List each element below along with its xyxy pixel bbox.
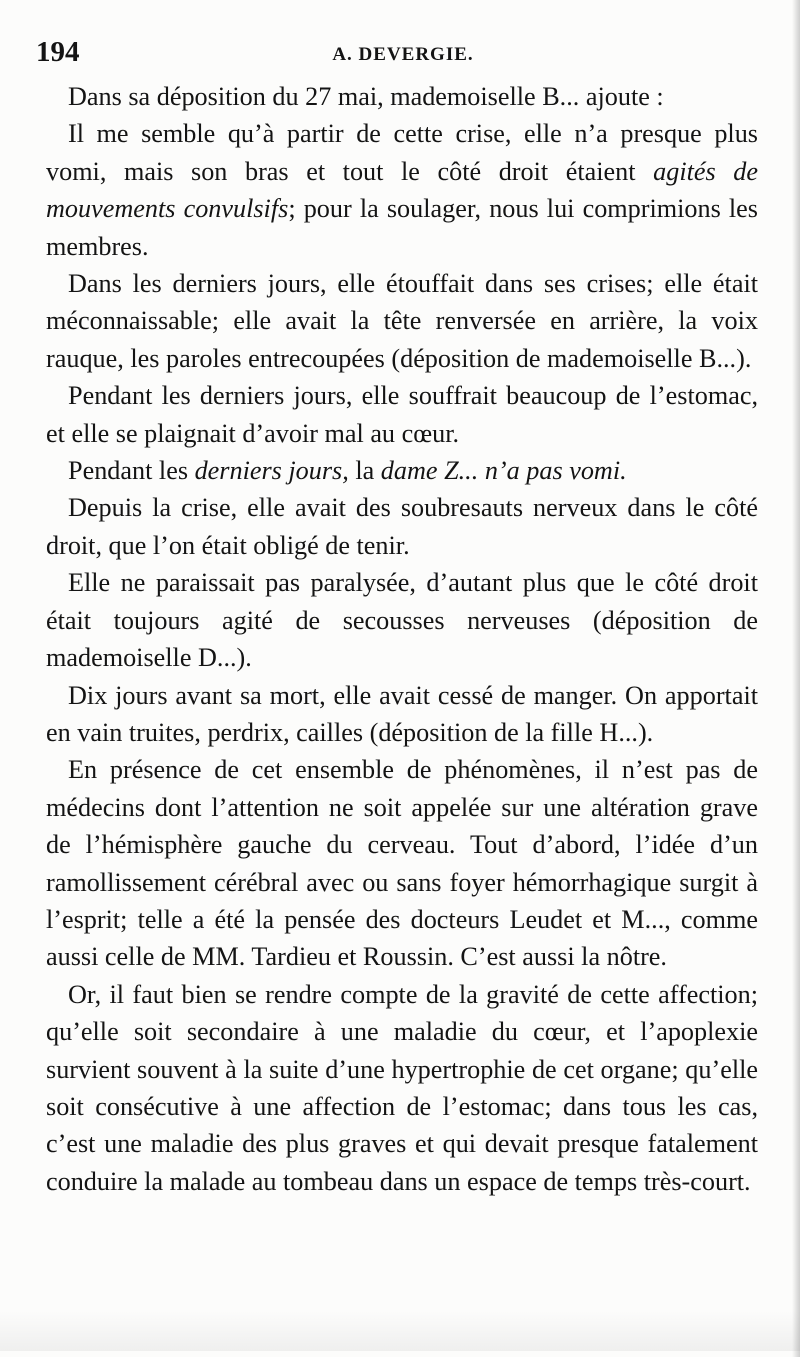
text-run: En présence de cet ensemble de phénomènes, il n’est pas de médecins dont l’attention ne soit appelée sur une altération grave de l’hémisphère gauche du cerveau. Tout d’abord, l’idée d’un ramollissement cérébral avec ou sans foyer hémorrhagique surgit à l’esprit; telle a été la pensée des docteurs Leudet et M..., comme aussi celle de MM. Tardieu et Roussin. C’est aussi la nôtre.: [46, 755, 758, 972]
bleed-through-shadow: [0, 1311, 800, 1351]
text-run: Dans les derniers jours, elle étouffait dans ses crises; elle était méconnaissable; elle avait la tête renversée en arrière, la voix rauque, les paroles entrecoupées (déposition de mademoiselle B...).: [46, 269, 758, 373]
text-run: Il me semble qu’à partir de cette crise, elle n’a presque plus vomi, mais son bras et tout le côté droit étaient: [46, 119, 758, 186]
paragraph: [46, 564, 758, 676]
page-header: [36, 32, 770, 72]
italic-text: dame Z... n’a pas vomi.: [380, 456, 627, 486]
running-title: A. DEVERGIE.: [332, 44, 474, 65]
paragraph: [46, 976, 758, 1200]
paragraph: [46, 751, 758, 975]
paragraph: [46, 115, 758, 265]
page-number: 194: [36, 36, 80, 68]
paragraph: [46, 452, 758, 489]
text-run: Dix jours avant sa mort, elle avait cessé de manger. On apportait en vain truites, perdrix, cailles (déposition de la fille H...).: [46, 680, 758, 747]
italic-text: derniers jours,: [194, 456, 349, 486]
text-run: Elle ne paraissait pas paralysée, d’autant plus que le côté droit était toujours agité de secousses nerveuses (déposition de mademoiselle D...).: [46, 568, 758, 673]
page-edge-shadow: [792, 0, 800, 1357]
paragraph: [46, 677, 758, 752]
text-run: Pendant les derniers jours, elle souffrait beaucoup de l’estomac, et elle se plaignait d’avoir mal au cœur.: [46, 381, 758, 448]
text-run: Depuis la crise, elle avait des soubresauts nerveux dans le côté droit, que l’on était obligé de tenir.: [46, 493, 758, 560]
body-text: [46, 78, 758, 1200]
text-run: Or, il faut bien se rendre compte de la gravité de cette affection; qu’elle soit secondaire à une maladie du cœur, et l’apoplexie survient souvent à la suite d’une hypertrophie de cet organe; qu’elle soit consécutive à une affection de l’estomac; dans tous les cas, c’est une maladie des plus graves et qui devait presque fatalement conduire la malade au tombeau dans un espace de temps très-court.: [46, 979, 758, 1196]
text-run: la: [348, 456, 381, 486]
paragraph: [46, 78, 758, 115]
paragraph: [46, 377, 758, 452]
paragraph: [46, 265, 758, 377]
text-run: Pendant les: [68, 456, 195, 486]
text-run: Dans sa déposition du 27 mai, mademoiselle B... ajoute :: [68, 82, 664, 111]
italic-text: agités de mouvements convulsifs: [46, 156, 758, 224]
paragraph: [46, 489, 758, 564]
text-run: ; pour la soulager, nous lui comprimions les membres.: [46, 194, 758, 261]
